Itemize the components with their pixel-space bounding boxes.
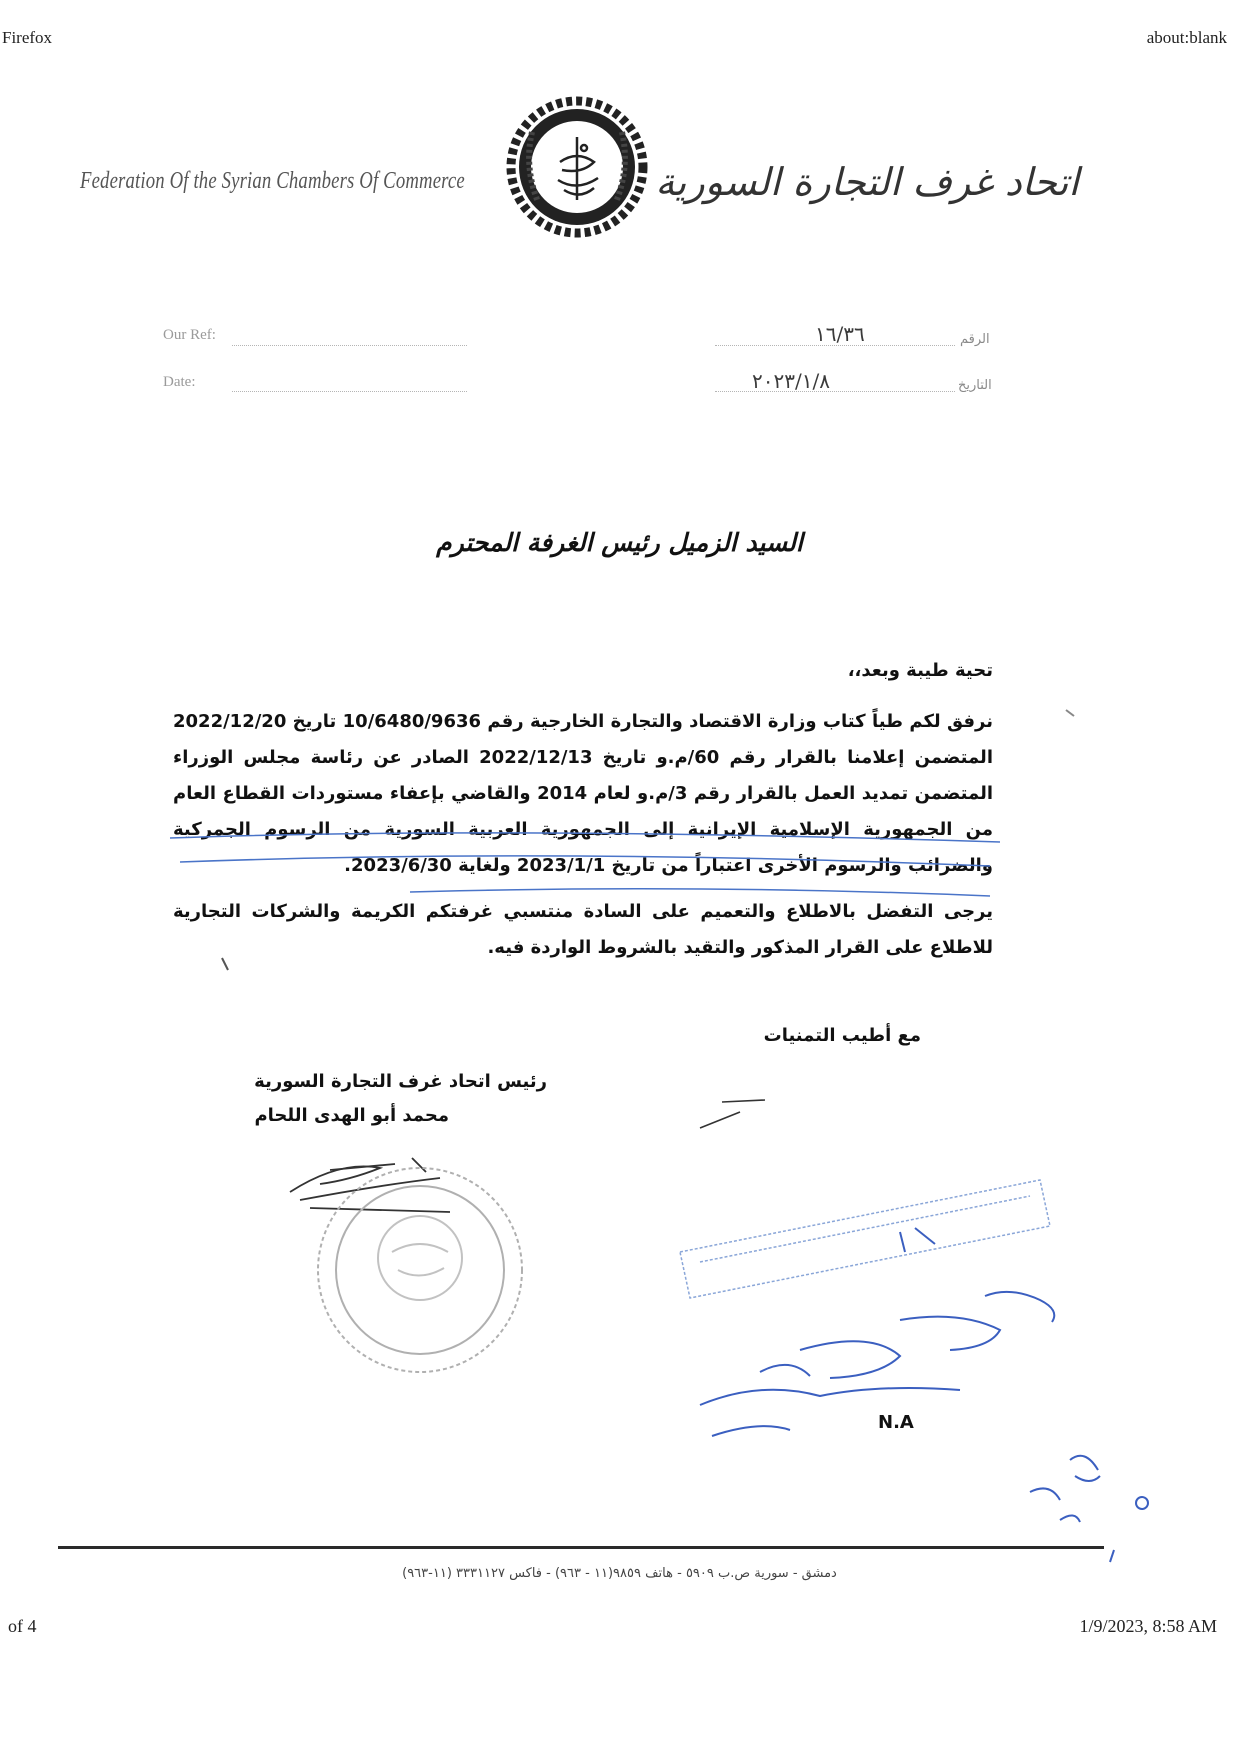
letter-paragraph-2: يرجى التفضل بالاطلاع والتعميم على السادة منتسبي غرفتكم الكريمة والشركات التجارية للاطلاع على القرار المذكور والتقيد بالشروط الواردة فيه. — [173, 901, 993, 958]
ref-label-arabic: الرقم — [960, 332, 990, 347]
date-label: Date: — [163, 374, 196, 390]
page-indicator: of 4 — [8, 1616, 37, 1636]
stamp-number-scribble — [900, 1228, 935, 1252]
signatory-title: رئيس اتحاد غرف التجارة السورية — [254, 1071, 547, 1092]
our-ref-label: Our Ref: — [163, 327, 216, 343]
browser-url: about:blank — [1146, 28, 1227, 47]
greeting: تحية طيبة وبعد،، — [847, 660, 993, 681]
print-datetime: 1/9/2023, 8:58 AM — [1079, 1616, 1217, 1636]
initials-na: N.A — [878, 1412, 914, 1433]
salutation-title: السيد الزميل رئيس الغرفة المحترم — [436, 528, 803, 557]
letter-paragraph-1: نرفق لكم طياً كتاب وزارة الاقتصاد والتجارة الخارجية رقم 10/6480/9636 تاريخ 2022/12/20 المتضمن إعلامنا بالقرار رقم 60/م.و تاريخ 2022/12/13 الصادر عن رئاسة مجلس الوزراء المتضمن تمديد العمل بالقرار رقم 3/م.و لعام 2014 والقاضي بإعفاء مستوردات القطاع العام من الجمهورية الإسلامية الإيرانية إلى الجمهورية العربية السورية من الرسوم الجمركية والضرائب والرسوم الأخرى اعتباراً من تاريخ 2023/1/1 ولغاية 2023/6/30. — [173, 711, 993, 876]
footer-rule — [58, 1546, 1104, 1549]
handwritten-note-icon — [700, 1292, 1148, 1562]
handwritten-signature-icon — [290, 1158, 450, 1212]
federation-seal-icon — [318, 1168, 522, 1372]
our-ref-line — [232, 345, 467, 346]
federation-name-arabic: اتحاد غرف التجارة السورية — [655, 160, 1079, 204]
signatory-name: محمد أبو الهدى اللحام — [254, 1105, 449, 1126]
date-line — [232, 391, 467, 392]
browser-app-name: Firefox — [2, 28, 53, 47]
federation-name-english: Federation Of the Syrian Chambers Of Commerce — [80, 168, 465, 194]
closing-wishes: مع أطيب التمنيات — [763, 1025, 921, 1046]
receipt-stamp-icon — [680, 1180, 1050, 1298]
date-line-arabic — [715, 391, 955, 392]
federation-logo — [502, 92, 652, 242]
stray-mark-2 — [1066, 710, 1074, 716]
ref-number: ١٦/٣٦ — [815, 322, 865, 346]
letter-date: ٢٠٢٣/١/٨ — [752, 369, 830, 393]
date-label-arabic: التاريخ — [958, 378, 992, 393]
footer-address: دمشق - سورية ص.ب ٥٩٠٩ - هاتف ٩٨٥٩(١١ - ٩٦٣) - فاكس ٣٣٣١١٢٧ (١١-٩٦٣) — [402, 1566, 837, 1581]
check-mark — [700, 1100, 765, 1128]
